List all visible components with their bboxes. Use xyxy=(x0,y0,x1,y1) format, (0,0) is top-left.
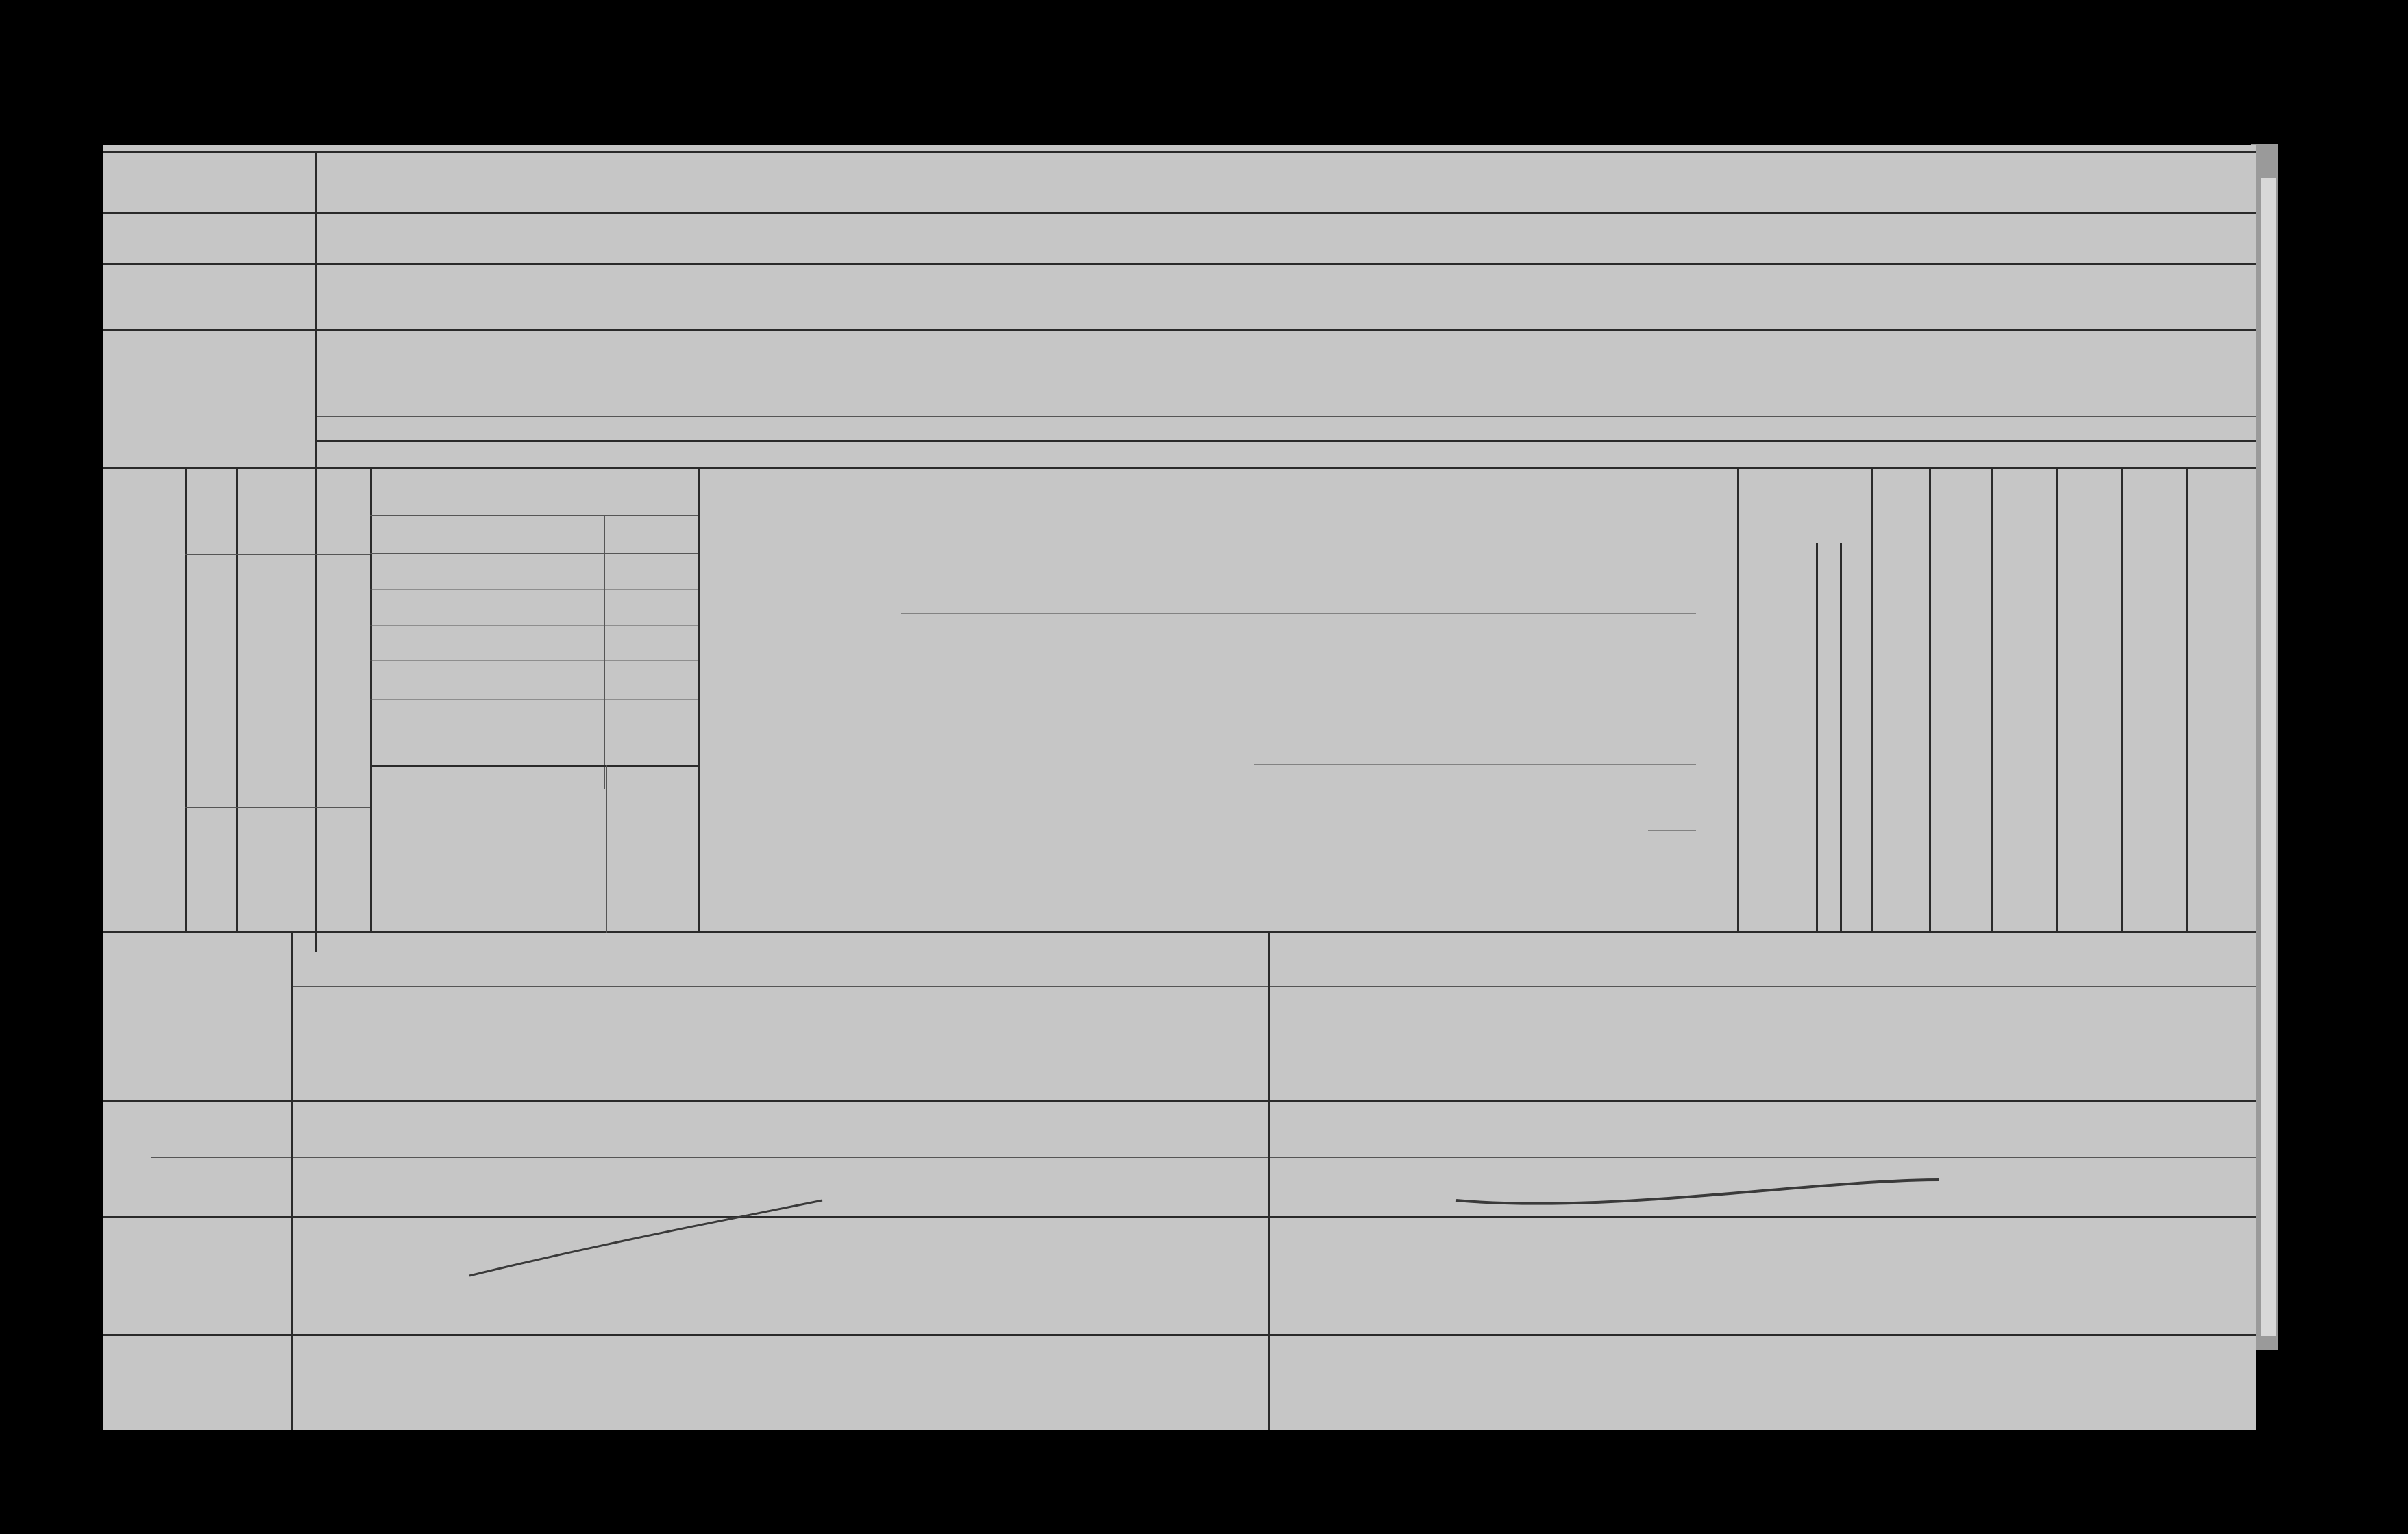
census-card xyxy=(103,145,2256,1430)
pencil-strokes xyxy=(103,145,2256,1430)
page-edge-light xyxy=(2261,178,2276,1336)
